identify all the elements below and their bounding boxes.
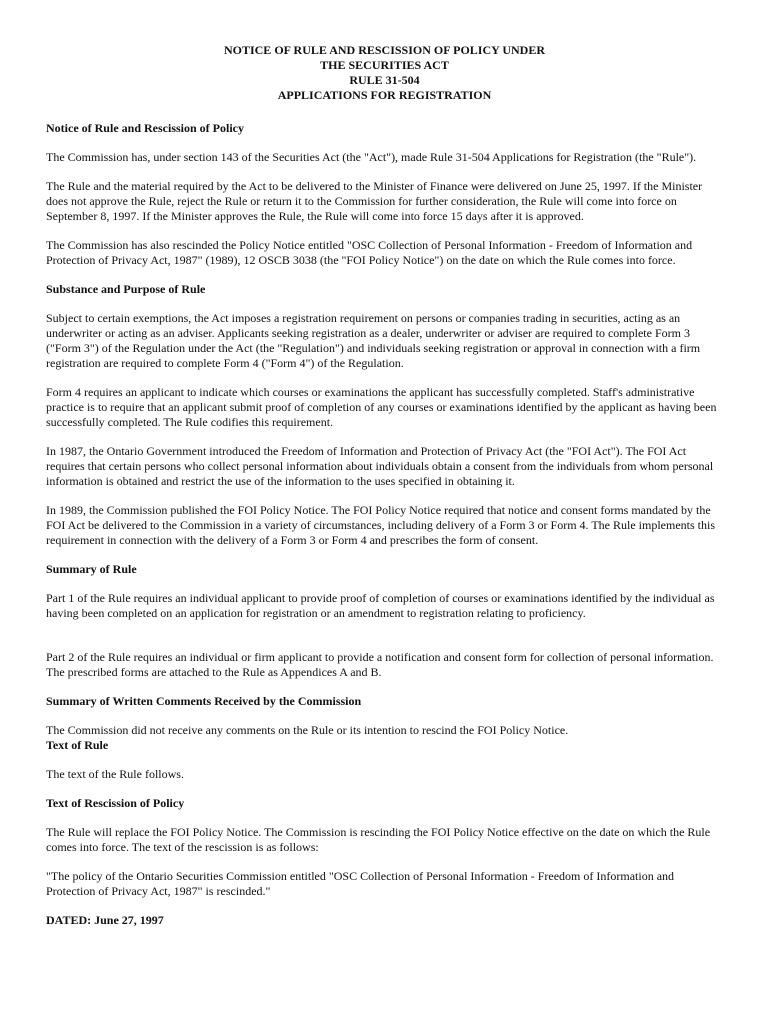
paragraph: Part 2 of the Rule requires an individual or firm applicant to provide a notification and consent form for collection of personal information. The prescribed forms are attached to the Rule as Appendices A and B.: [46, 650, 714, 679]
paragraph: The Commission has also rescinded the Policy Notice entitled "OSC Collection of Personal Information - Freedom of Information and Protection of Privacy Act, 1987" (1989), 12 OSCB 3038 (the "FOI Policy Notice") on the date on which the Rule comes into force.: [46, 238, 693, 267]
section-heading-summary: Summary of Rule: [46, 562, 137, 576]
paragraph: Subject to certain exemptions, the Act imposes a registration requirement on persons or companies trading in securities, acting as an underwriter or acting as an adviser. Applicants seeking registration as a dealer, underwriter or adviser are required to complete Form 3 ("Form 3") of the Regulation under the Act (the "Regulation") and individuals seeking registration or approval in connection with a firm registration are required to complete Form 4 ("Form 4") of the Regulation.: [46, 311, 701, 370]
title-line-3: RULE 31-504: [349, 73, 420, 87]
paragraph: In 1989, the Commission published the FOI Policy Notice. The FOI Policy Notice required that notice and consent forms mandated by the FOI Act be delivered to the Commission in a variety of circumstances, including delivery of a Form 3 or Form 4. The Rule implements this requirement in connection with the delivery of a Form 3 or Form 4 and prescribes the form of consent.: [46, 503, 715, 547]
dated-line: DATED: June 27, 1997: [46, 913, 164, 927]
paragraph: Form 4 requires an applicant to indicate which courses or examinations the applicant has successfully completed. Staff's administrative practice is to require that an applicant submit proof of completion of any courses or examinations identified by the applicant as having been successfully completed. The Rule codifies this requirement.: [46, 385, 717, 429]
paragraph: The text of the Rule follows.: [46, 767, 184, 781]
paragraph: The Rule and the material required by the Act to be delivered to the Minister of Finance were delivered on June 25, 1997. If the Minister does not approve the Rule, reject the Rule or return it to the Commission for further consideration, the Rule will come into force on September 8, 1997. If the Minister approves the Rule, the Rule will come into force 15 days after it is approved.: [46, 179, 703, 223]
section-heading-rescission: Text of Rescission of Policy: [46, 796, 185, 810]
paragraph: The Commission has, under section 143 of the Securities Act (the "Act"), made Rule 31-504 Applications for Registration (the "Rule").: [46, 150, 697, 164]
section-heading-text-of-rule: Text of Rule: [46, 738, 109, 752]
paragraph: The Commission did not receive any comments on the Rule or its intention to rescind the FOI Policy Notice.: [46, 723, 569, 737]
title-line-1: NOTICE OF RULE AND RESCISSION OF POLICY UNDER: [223, 43, 546, 57]
document-title: [46, 43, 723, 103]
title-line-2: THE SECURITIES ACT: [320, 58, 449, 72]
section-heading-notice: Notice of Rule and Rescission of Policy: [46, 121, 244, 135]
paragraph: In 1987, the Ontario Government introduced the Freedom of Information and Protection of Privacy Act (the "FOI Act"). The FOI Act requires that certain persons who collect personal information about individuals obtain a consent from the individuals from whom personal information is obtained and restrict the use of the information to the uses specified in obtaining it.: [46, 444, 714, 488]
section-heading-substance: Substance and Purpose of Rule: [46, 282, 206, 296]
section-heading-comments: Summary of Written Comments Received by the Commission: [46, 694, 362, 708]
paragraph: "The policy of the Ontario Securities Commission entitled "OSC Collection of Personal Information - Freedom of Information and Protection of Privacy Act, 1987" is rescinded.": [46, 869, 675, 898]
title-line-4: APPLICATIONS FOR REGISTRATION: [277, 88, 492, 102]
paragraph: Part 1 of the Rule requires an individual applicant to provide proof of completion of courses or examinations identified by the individual as having been completed on an application for registration or an amendment to registration relating to proficiency.: [46, 591, 715, 620]
paragraph: The Rule will replace the FOI Policy Notice. The Commission is rescinding the FOI Policy Notice effective on the date on which the Rule comes into force. The text of the rescission is as follows:: [46, 825, 711, 854]
